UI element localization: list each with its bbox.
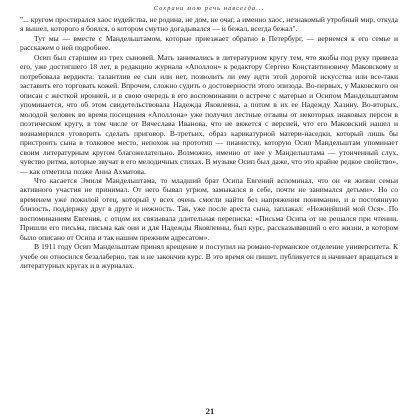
running-head: Сохрани мою речь навсегда... <box>153 5 265 12</box>
body-text <box>20 15 398 271</box>
paragraph-1: "... кругом простирался хаос иудейства, не родина, не дом, не очаг, а именно хаос, незнакомый утробный мир, откуда я вышел, которого я боялся, о котором смутно догадывался — и бежал, всегда бежал". <box>20 15 398 34</box>
page-number: 21 <box>205 406 215 416</box>
paragraph-5: В 1911 году Осип Мандельштам принял крещение и поступил на романо-германское отделение университета. К учебе он относился безалаберно, так и не закончив курс. В это время он пишет, публикуется и начинает вращаться в литературных кругах и в журналах. <box>20 242 398 271</box>
paragraph-3: Осип был старшим из трех сыновей. Мать занимались в литературном кругу тем, что якобы под руку привела его, уже достигшего 18 лет, в редакцию журнала «Аполлон» к редактору Сергею Константиновичу Маковскому и потребовала вердикта: талантлив ее сын или нет, позволить ли ему идти этой дорогой искусства или все-таки заставить его торговать кожей. Впрочем, сложно судить о достоверности этого эпизода. Во-первых, у Маковского он описан с жесткой иронией, и в свою очередь в его воспоминании о встрече с матерью и Осипом Мандельштамом упоминается, что об этом свидетельствовала Надежда Яковлевна, а потом в их ее Надежду Хазину. Во-вторых, молодой человек во время посещения «Аполлона» уже получил лестные отзывы от некоторых знаковых персон в поэтическом кругу, в том числе от Вячеслава Иванова, что не вяжется с версией, что его Маковский нашел и вознамерился уговорить сделать приговор. В-третьих, образ карикатурной матери-наседки, который лишь бы пристроить сына в толковое место, непохож на прототип — пианистку, которую Осип Мандельштам упоминает своим литературным кругом благожелательно. Возможно, именно от нее у Мандельштама — утонченный слух, чувство ритма, которые звучат в его мелодичных стихах. В музыке Осип был даже, что это крайне редкое свойство», — как отметила позже Анна Ахматова. <box>20 52 398 176</box>
paragraph-4: Что касается Эмиля Мандельштама, то младший брат Осипа Евгений вспоминал, что он «в жизни семьи активного участия не принимал. От него бывал угрюм, замыкался в себе, почти не занимался детьми». Но со временем уже пожилой отец, который у всех очень смогли найти без напряжения понимание, и в постоянную близость, поддержку друг в друге и нежность. Так, уже после ареста сына, заплакал: «Нежнейший мой Ося». По воспоминаниям Евгения, с отцом их связывала длительная переписка: «Письма Осипа от не решался при чтении. Пришли его письма, письма как они и для Надежды Яковлевны, был курс, рассказывавший о его жизни, в котором было описано от Осипа и так нашим прежним адресатом». <box>20 175 398 242</box>
paragraph-2: Тут мы — вместе с Мандельштамом, которые приезжает обратно в Петербург, — вернемся к его семье и расскажем о ней подробнее. <box>20 33 398 53</box>
book-page <box>20 4 398 416</box>
